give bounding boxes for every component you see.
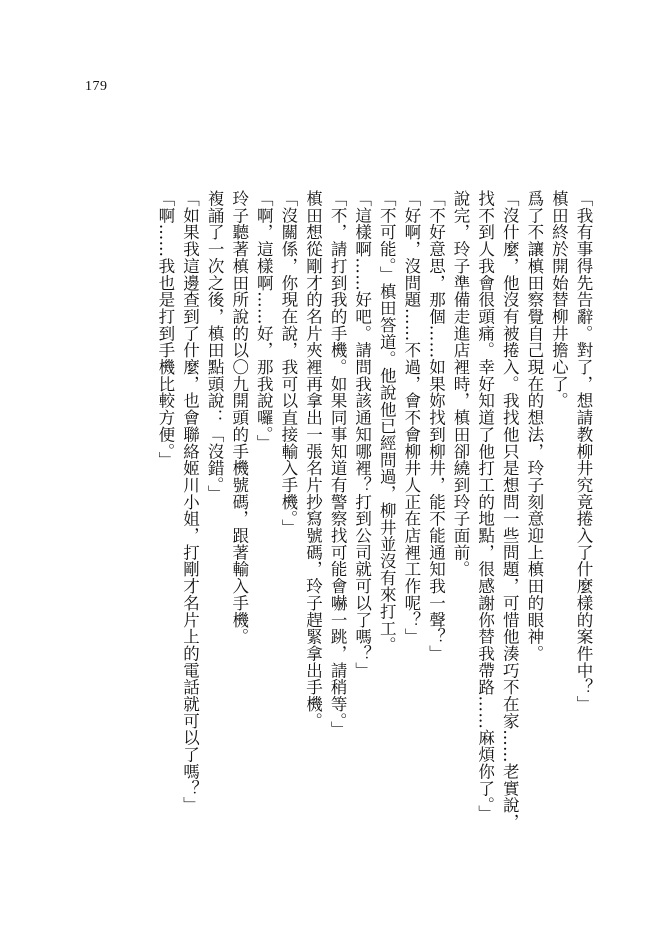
text-line: 「如果我這邊查到了什麼，也會聯絡姬川小姐，打剛才名片上的電話就可以了嗎？」	[180, 190, 200, 814]
text-line: 複誦了一次之後，槙田點頭說：「沒錯。」	[205, 190, 225, 502]
page-number: 179	[85, 79, 108, 94]
text-line: 「不，請打到我的手機。如果同事知道有警察找可能會嚇一跳，請稍等。」	[328, 190, 348, 738]
text-line: 「好啊，沒問題……不過，會不會柳井人正在店裡工作呢？」	[401, 190, 421, 645]
text-line: 「啊，這樣啊……好，那我說囉。」	[254, 190, 274, 452]
text-line: 「啊……我也是打到手機比較方便。」	[155, 190, 175, 469]
text-line: 「沒關係，你現在說，我可以直接輸入手機。」	[278, 190, 298, 536]
text-line: 槙田終於開始替柳井擔心了。	[549, 190, 569, 410]
text-line: 找不到人我會很頭痛。幸好知道了他打工的地點，很感謝你替我帶路……麻煩你了。」	[475, 190, 495, 823]
text-line: 說完，玲子準備走進店裡時，槙田卻繞到玲子面前。	[451, 190, 471, 578]
text-line: 玲子聽著槙田所說的以〇九開頭的手機號碼，跟著輸入手機。	[229, 190, 249, 645]
text-line: 「這樣啊……好吧。請問我該通知哪裡？打到公司就可以了嗎？」	[352, 190, 372, 679]
text-line: 「沒什麼，他沒有被捲入。我找他只是想問一些問題，可惜他湊巧不在家……老實說，	[500, 190, 520, 831]
text-line: 「不可能。」槙田答道。他說他已經問過，柳井並沒有來打工。	[377, 190, 397, 654]
vertical-text-body	[152, 190, 595, 830]
text-line: 「我有事得先告辭。對了，想請教柳井究竟捲入了什麼樣的案件中？」	[574, 190, 593, 713]
text-line: 爲了不讓槙田察覺自己現在的想法，玲子刻意迎上槙田的眼神。	[524, 190, 544, 662]
text-line: 「不好意思，那個……如果妳找到柳井，能不能通知我一聲？」	[426, 190, 446, 662]
text-line: 槙田想從剛才的名片夾裡再拿出一張名片抄寫號碼，玲子趕緊拿出手機。	[303, 190, 323, 730]
